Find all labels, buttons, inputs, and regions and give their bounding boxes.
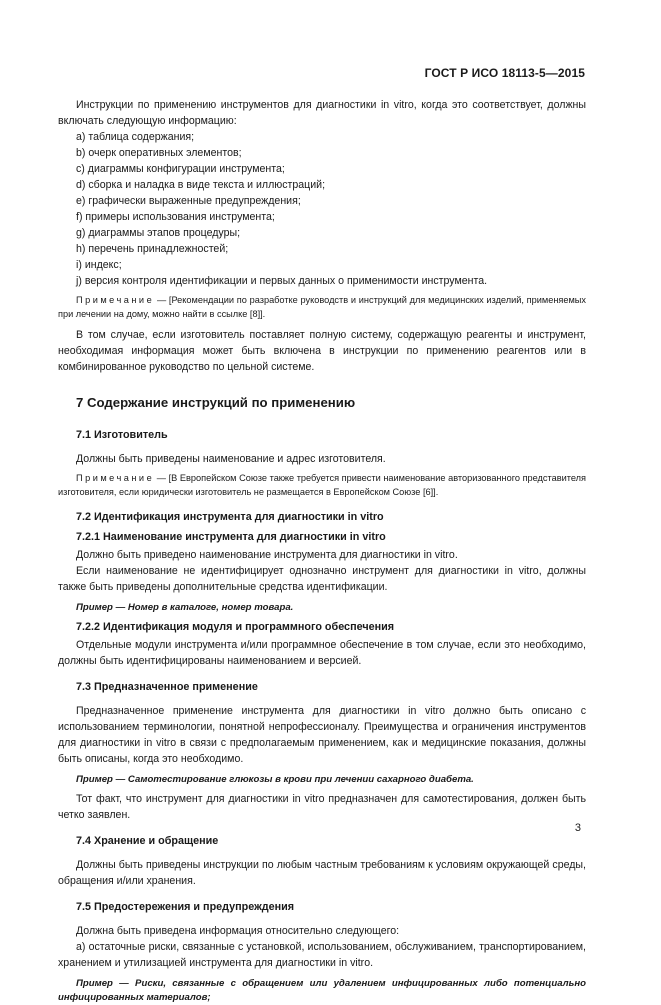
section-7-1-text: Должны быть приведены наименование и адрес изготовителя. [76,453,386,465]
section-7-2-1-text: Должно быть приведено наименование инструмента для диагностики in vitro. [76,549,458,561]
section-7-5-item-a: a) остаточные риски, связанные с установкой, использованием, обслуживанием, транспортированием, хранением и утилизацией инструмента для диагностики in vitro. [58,941,586,969]
list-item: g) диаграммы этапов процедуры; [76,227,241,239]
list-item: j) версия контроля идентификации и первых данных о применимости инструмента. [76,275,488,287]
section-7-4-text: Должны быть приведены инструкции по любым частным требованиям к условиям окружающей среды, обращения и/или хранения. [58,859,586,887]
note-label: Примечание [76,473,155,483]
list-item: f) примеры использования инструмента; [76,211,275,223]
list-item: d) сборка и наладка в виде текста и иллюстраций; [76,179,326,191]
note-label: Примечание [76,295,155,305]
intro-paragraph: Инструкции по применению инструментов для диагностики in vitro, когда это соответствует, должны включать следующую информацию: [58,99,586,127]
section-7-4-heading: 7.4 Хранение и обращение [76,835,219,847]
list-item: c) диаграммы конфигурации инструмента; [76,163,285,175]
section-7-2-1-text-2: Если наименование не идентифицирует однозначно инструмент для диагностики in vitro, должны также быть приведены дополнительные средства идентификации. [58,565,586,593]
page-content [58,97,586,1005]
list-item: i) индекс; [76,259,122,271]
note-text: — [Рекомендации по разработке руководств и инструкций для медицинских изделий, применяемых при лечении на дому, можно найти в ссылке [8]]. [58,295,586,319]
section-7-5-text: Должна быть приведена информация относительно следующего: [76,925,400,937]
section-7-2-2-heading: 7.2.2 Идентификация модуля и программного обеспечения [76,621,395,633]
example-catalog-number: Пример — Номер в каталоге, номер товара. [76,602,294,613]
section-7-2-2-text: Отдельные модули инструмента и/или программное обеспечение в том случае, если это необходимо, должны быть идентифицированы наименованием и версией. [58,639,586,667]
document-id-header: ГОСТ Р ИСО 18113-5—2015 [424,66,585,80]
note-1 [58,293,586,321]
example-infected-materials: Пример — Риски, связанные с обращением или удалением инфицированных либо потенциально инфицированных материалов; [58,978,586,1003]
section-7-3-text: Предназначенное применение инструмента для диагностики in vitro должно быть описано с использованием терминологии, понятной непрофессионалу. Преимущества и ограничения инструментов для диагностики in vitro в связи с предполагаемым применением, как и медицинские показания, должны быть описаны, когда это необходимо. [58,705,586,765]
section-7-5-heading: 7.5 Предостережения и предупреждения [76,901,295,913]
contents-list [58,129,586,289]
list-item: a) таблица содержания; [76,131,195,143]
note-2 [58,471,586,499]
section-7-heading: 7 Содержание инструкций по применению [76,395,356,410]
example-glucose: Пример — Самотестирование глюкозы в крови при лечении сахарного диабета. [76,774,474,785]
list-item: h) перечень принадлежностей; [76,243,229,255]
section-7-3-text-2: Тот факт, что инструмент для диагностики in vitro предназначен для самотестирования, должен быть четко заявлен. [58,793,586,821]
section-7-2-heading: 7.2 Идентификация инструмента для диагностики in vitro [76,511,384,523]
page-number: 3 [574,822,581,834]
section-7-1-heading: 7.1 Изготовитель [76,429,168,441]
note-text: — [В Европейском Союзе также требуется привести наименование авторизованного представителя изготовителя, если юридически изготовитель не размещается в Европейском Союзе [6]]. [58,473,586,497]
system-paragraph: В том случае, если изготовитель поставляет полную систему, содержащую реагенты и инструмент, необходимая информация может быть включена в инструкции по применению реагентов или в комбинированное руководство по цельной системе. [58,329,586,373]
list-item: e) графически выраженные предупреждения; [76,195,301,207]
section-7-3-heading: 7.3 Предназначенное применение [76,681,258,693]
list-item: b) очерк оперативных элементов; [76,147,242,159]
section-7-2-1-heading: 7.2.1 Наименование инструмента для диагностики in vitro [76,531,386,543]
